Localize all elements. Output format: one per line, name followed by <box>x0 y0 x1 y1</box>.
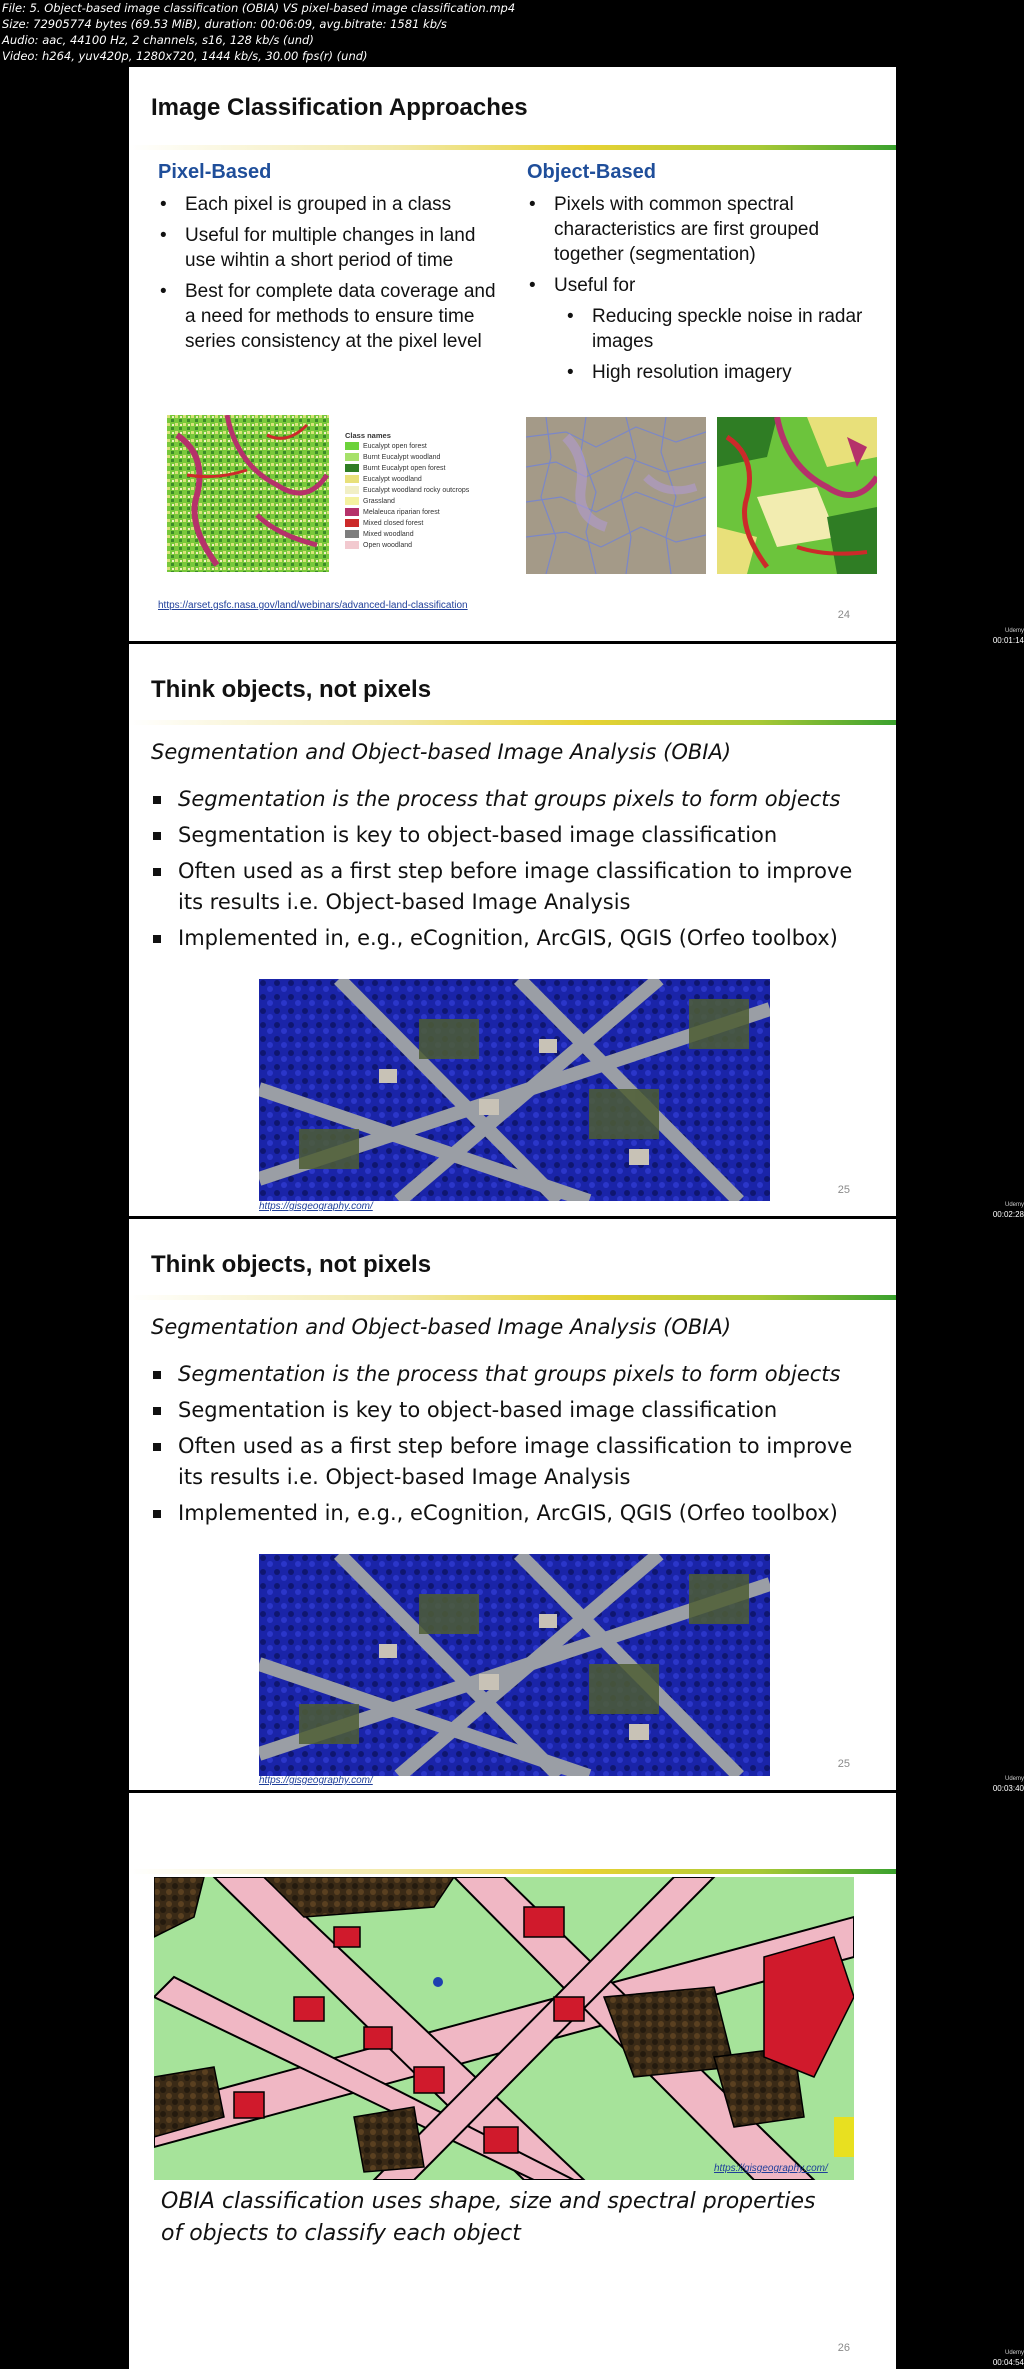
video-info-line1: File: 5. Object-based image classification (OBIA) VS pixel-based image classification.mp4 <box>2 1 516 15</box>
list-item: • Best for complete data coverage and a need for methods to ensure time series consistency at the pixel level <box>158 279 508 354</box>
pixel-based-list <box>158 192 508 360</box>
list-item: Segmentation is the process that groups pixels to form objects <box>151 784 881 815</box>
legend-item <box>345 474 469 485</box>
legend-swatch <box>345 508 359 516</box>
legend-item <box>345 507 469 518</box>
legend-swatch <box>345 530 359 538</box>
legend-label: Open woodland <box>363 542 413 549</box>
legend-swatch <box>345 519 359 527</box>
page-number: 24 <box>837 609 850 621</box>
timestamp-1: Udemy 00:01:14 <box>984 627 1024 645</box>
source-link[interactable]: https://gisgeography.com/ <box>714 2163 828 2174</box>
title-accent-bar <box>129 1295 896 1300</box>
list-sub-item: • Reducing speckle noise in radar images <box>527 304 872 354</box>
slide-caption: OBIA classification uses shape, size and spectral properties of objects to classify each object <box>161 2189 816 2246</box>
legend-label: Eucalypt woodland <box>363 476 422 483</box>
timestamp-2: Udemy 00:02:28 <box>984 1201 1024 1219</box>
pixel-based-heading: Pixel-Based <box>158 161 272 183</box>
source-link[interactable]: https://gisgeography.com/ <box>259 1201 373 1212</box>
legend-item <box>345 463 469 474</box>
list-item: • Pixels with common spectral characteristics are first grouped together (segmentation) <box>527 192 872 267</box>
title-accent-bar <box>129 1869 896 1874</box>
title-accent-bar <box>129 720 896 725</box>
title-accent-bar <box>129 145 896 150</box>
segmented-aerial-image <box>259 1554 770 1776</box>
class-legend <box>345 430 469 551</box>
video-info-line3: Audio: aac, 44100 Hz, 2 channels, s16, 128 kb/s (und) <box>2 33 314 47</box>
udemy-logo: Udemy <box>1004 1202 1024 1208</box>
page-number: 25 <box>837 1758 850 1770</box>
legend-title: Class names <box>345 431 391 440</box>
legend-label: Burnt Eucalypt open forest <box>363 465 446 472</box>
legend-swatch <box>345 442 359 450</box>
object-based-heading: Object-Based <box>527 161 656 183</box>
slide-25a <box>129 644 896 1216</box>
legend-swatch <box>345 453 359 461</box>
list-item: Often used as a first step before image classification to improve its results i.e. Object-based Image Analysis <box>151 856 881 918</box>
slide-25b <box>129 1219 896 1790</box>
list-item: • Useful for <box>527 273 872 298</box>
udemy-logo: Udemy <box>1004 628 1024 634</box>
slide-subtitle: Segmentation and Object-based Image Analysis (OBIA) <box>151 1315 732 1339</box>
segmented-aerial-image <box>259 979 770 1201</box>
list-item: • Each pixel is grouped in a class <box>158 192 508 217</box>
bullet-list <box>151 784 881 959</box>
segmentation-image <box>526 417 706 574</box>
legend-swatch <box>345 497 359 505</box>
legend-swatch <box>345 486 359 494</box>
legend-item <box>345 529 469 540</box>
timestamp-3: Udemy 00:03:40 <box>984 1775 1024 1793</box>
obia-classification-image <box>154 1877 854 2180</box>
legend-swatch <box>345 541 359 549</box>
page-number: 26 <box>837 2342 850 2354</box>
slide-subtitle: Segmentation and Object-based Image Analysis (OBIA) <box>151 740 732 764</box>
legend-label: Melaleuca riparian forest <box>363 509 440 516</box>
slide-24 <box>129 67 896 641</box>
timestamp-4: Udemy 00:04:54 <box>984 2349 1024 2367</box>
legend-label: Grassland <box>363 498 395 505</box>
slide-title: Think objects, not pixels <box>151 676 432 703</box>
list-item: Implemented in, e.g., eCognition, ArcGIS, QGIS (Orfeo toolbox) <box>151 1498 881 1529</box>
list-item: Often used as a first step before image classification to improve its results i.e. Object-based Image Analysis <box>151 1431 881 1493</box>
list-item: Segmentation is key to object-based image classification <box>151 820 881 851</box>
udemy-logo: Udemy <box>1004 2350 1024 2356</box>
page-number: 25 <box>837 1184 850 1196</box>
object-based-list <box>527 192 872 391</box>
legend-swatch <box>345 475 359 483</box>
list-item: • Useful for multiple changes in land use wihtin a short period of time <box>158 223 508 273</box>
source-link[interactable]: https://gisgeography.com/ <box>259 1775 373 1786</box>
list-item: Segmentation is the process that groups pixels to form objects <box>151 1359 881 1390</box>
legend-label: Burnt Eucalypt woodland <box>363 454 441 461</box>
object-classification-map <box>717 417 877 574</box>
slide-title: Image Classification Approaches <box>151 94 528 121</box>
legend-label: Eucalypt open forest <box>363 443 427 450</box>
pixel-classification-map <box>167 415 329 572</box>
legend-item <box>345 540 469 551</box>
legend-item <box>345 441 469 452</box>
legend-item <box>345 452 469 463</box>
video-info-line2: Size: 72905774 bytes (69.53 MiB), duration: 00:06:09, avg.bitrate: 1581 kb/s <box>2 17 447 31</box>
list-item: Segmentation is key to object-based image classification <box>151 1395 881 1426</box>
legend-item <box>345 485 469 496</box>
legend-item <box>345 496 469 507</box>
legend-item <box>345 518 469 529</box>
video-info-line4: Video: h264, yuv420p, 1280x720, 1444 kb/s, 30.00 fps(r) (und) <box>2 49 368 63</box>
legend-label: Eucalypt woodland rocky outcrops <box>363 487 470 494</box>
slide-26 <box>129 1793 896 2369</box>
list-item: Implemented in, e.g., eCognition, ArcGIS, QGIS (Orfeo toolbox) <box>151 923 881 954</box>
source-link[interactable]: https://arset.gsfc.nasa.gov/land/webinars/advanced-land-classification <box>158 600 468 611</box>
bullet-list <box>151 1359 881 1534</box>
slide-title: Think objects, not pixels <box>151 1251 432 1278</box>
list-sub-item: • High resolution imagery <box>527 360 872 385</box>
udemy-logo: Udemy <box>1004 1776 1024 1782</box>
legend-swatch <box>345 464 359 472</box>
video-info <box>2 0 515 64</box>
legend-label: Mixed closed forest <box>363 520 424 527</box>
legend-label: Mixed woodland <box>363 531 414 538</box>
